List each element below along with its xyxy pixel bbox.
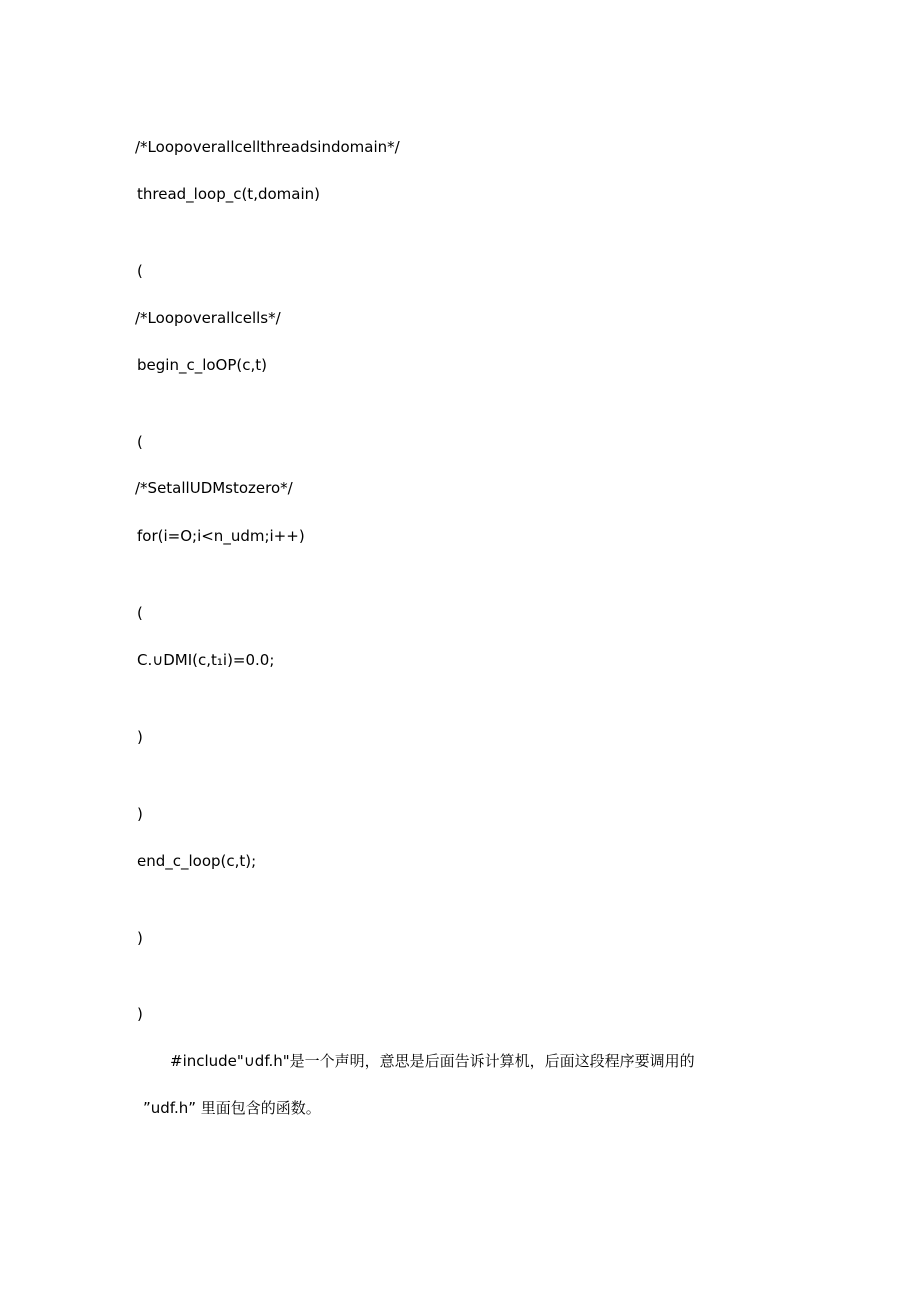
code-comment-loop-threads: /*Loopoverallcellthreadsindomain*/ <box>135 138 400 156</box>
explanation-paragraph-line-2: ”udf.h” 里面包含的函数。 <box>143 1099 321 1117</box>
code-comment-loop-cells: /*Loopoverallcells*/ <box>135 309 281 327</box>
code-close-paren: ) <box>137 1005 143 1023</box>
code-begin-loop: begin_c_loOP(c,t) <box>137 356 267 374</box>
code-close-paren: ) <box>137 929 143 947</box>
code-close-paren: ) <box>137 728 143 746</box>
code-for-loop: for(i=O;i<n_udm;i++) <box>137 527 305 545</box>
code-thread-loop: thread_loop_c(t,domain) <box>137 185 320 203</box>
code-udmi-assign: C.∪DMI(c,t₁i)=0.0; <box>137 651 275 669</box>
code-open-paren: ( <box>137 262 143 280</box>
code-end-loop: end_c_loop(c,t); <box>137 852 257 870</box>
code-open-paren: ( <box>137 433 143 451</box>
code-close-paren: ) <box>137 805 143 823</box>
explanation-paragraph-line-1: #include"∪df.h"是一个声明，意思是后面告诉计算机，后面这段程序要调用的 <box>170 1052 695 1070</box>
code-comment-set-udm: /*SetallUDMstozero*/ <box>135 479 293 497</box>
code-open-paren: ( <box>137 604 143 622</box>
